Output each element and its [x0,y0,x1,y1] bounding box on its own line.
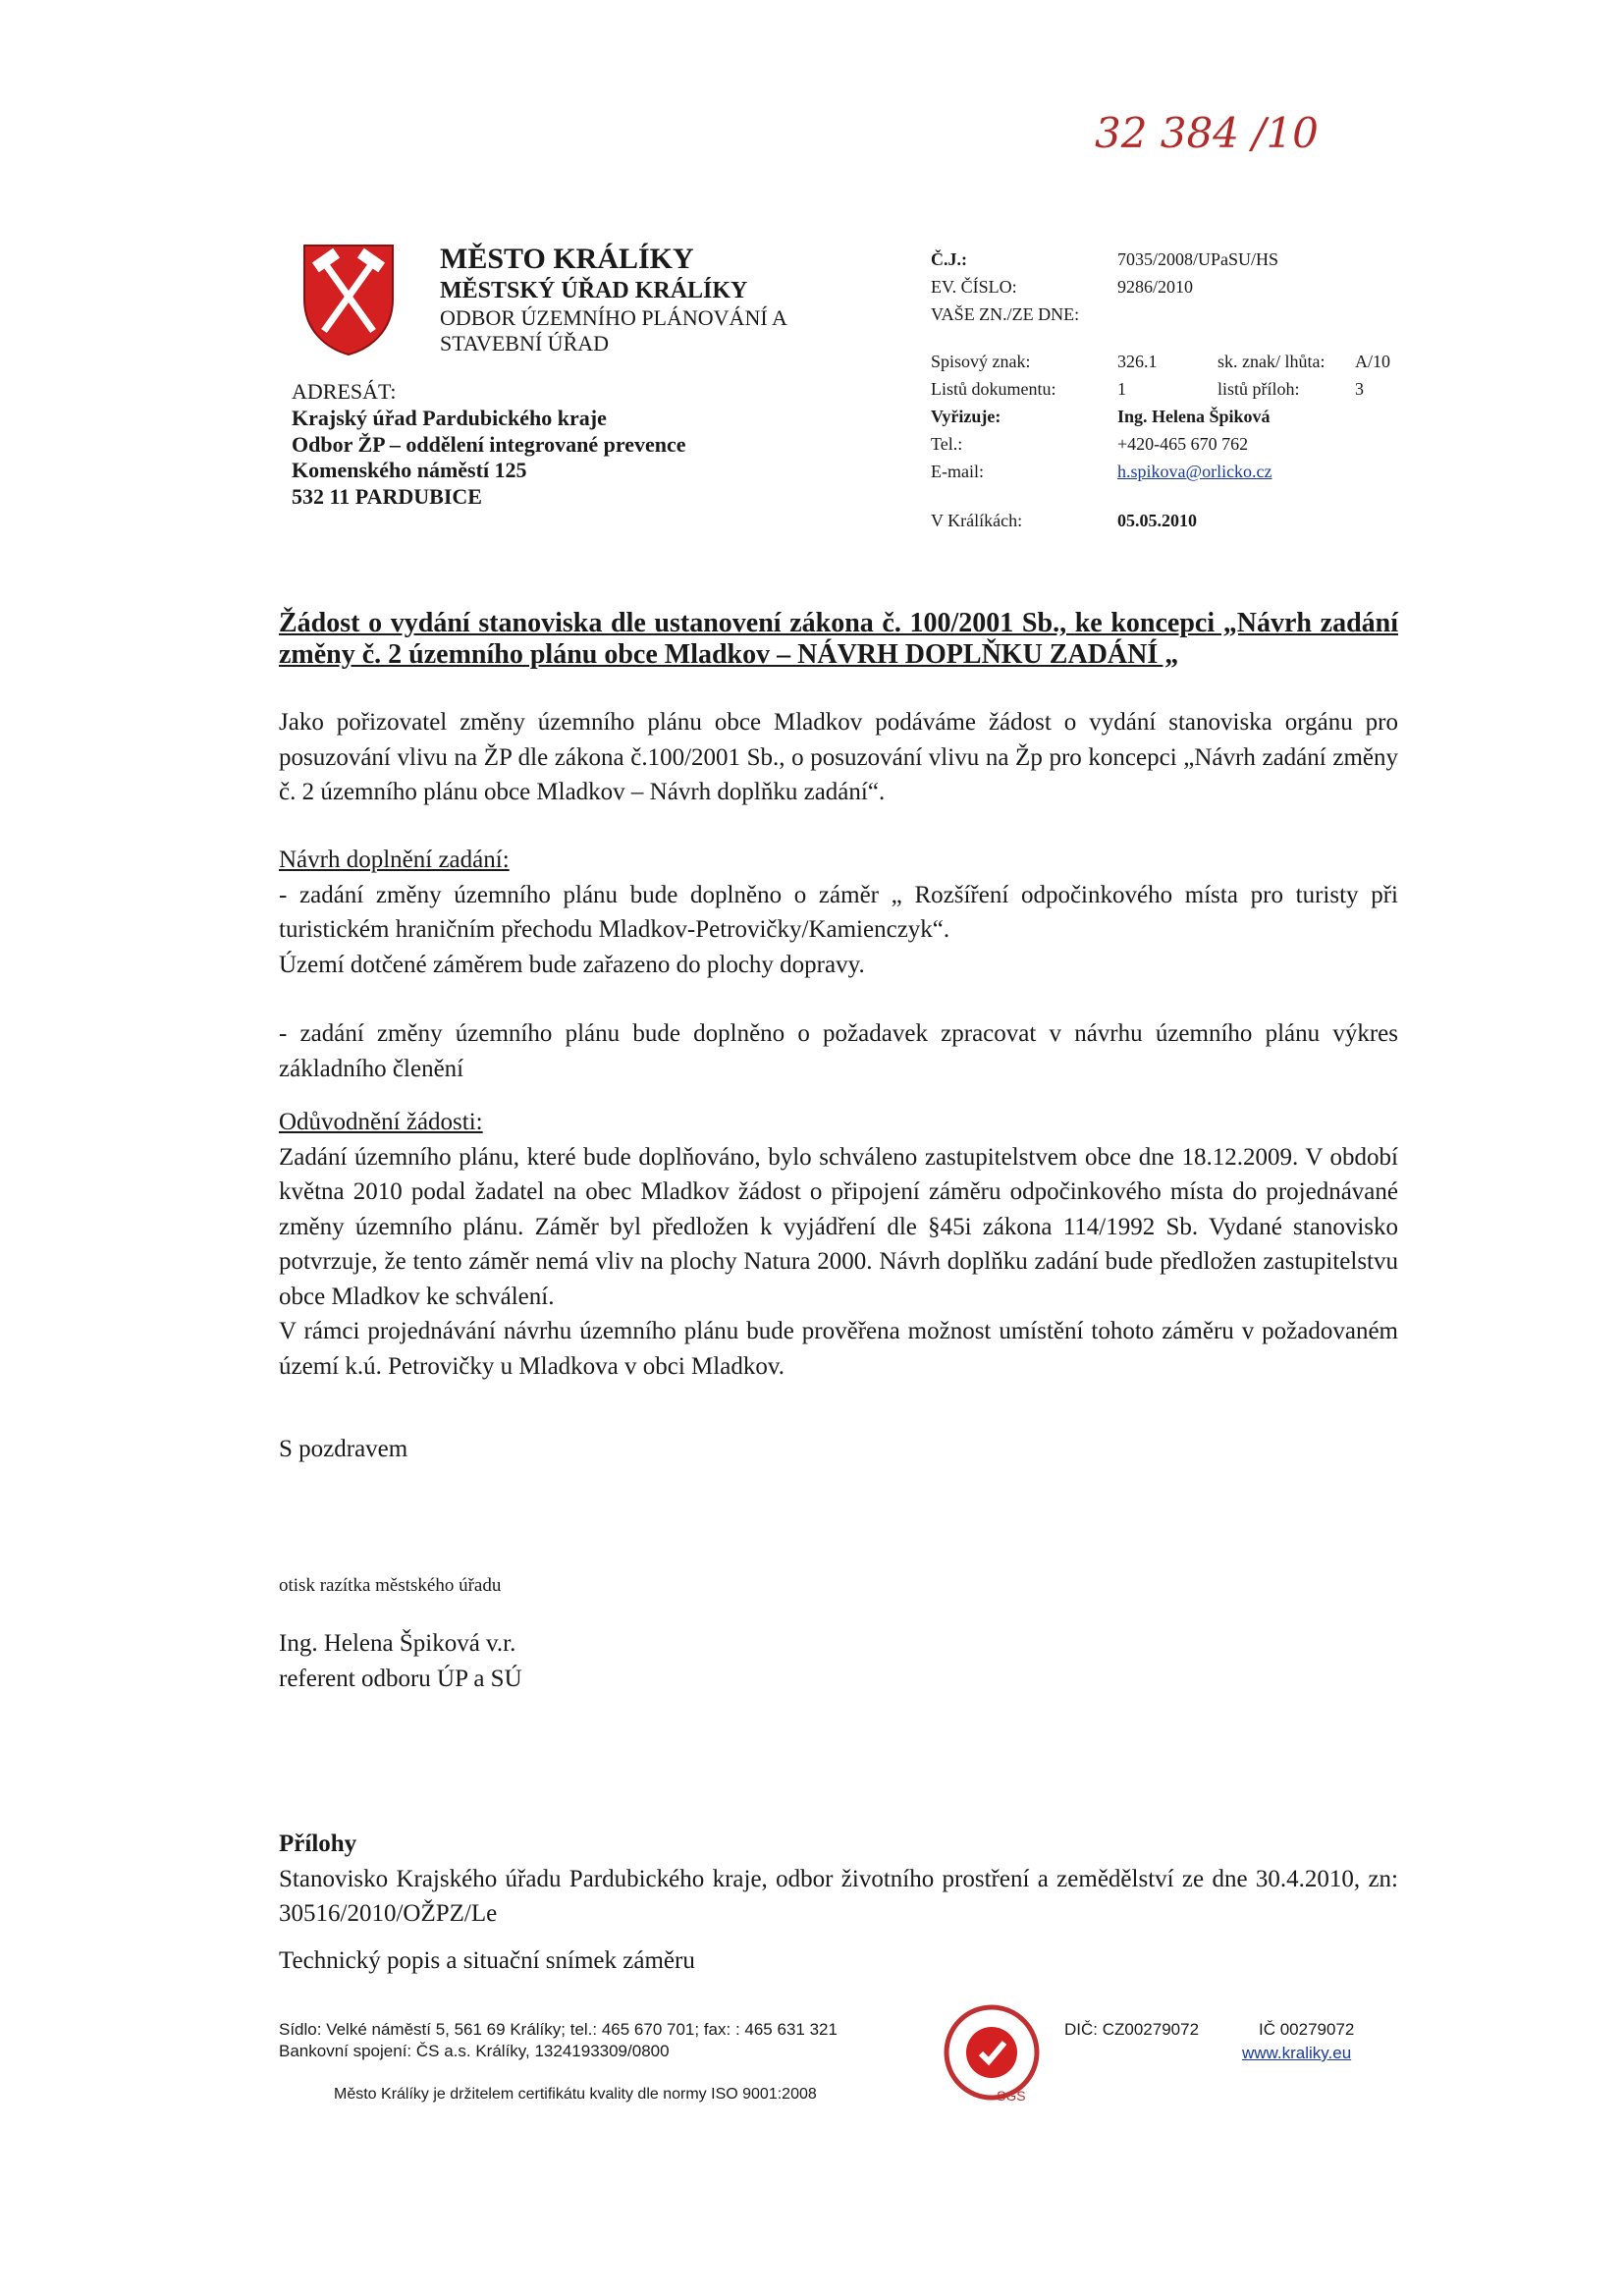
attachments-heading: Přílohy [279,1831,357,1857]
vyrizuje-value: Ing. Helena Špiková [1117,407,1271,426]
section1-paragraph2: Území dotčené záměrem bude zařazeno do plochy dopravy. [279,951,865,978]
email-label: E-mail: [931,462,984,481]
footer-contact [279,2019,838,2062]
addressee-line1: Krajský úřad Pardubického kraje [292,405,607,430]
handwritten-reference-number [1095,93,1448,172]
signature-role: referent odboru ÚP a SÚ [279,1665,522,1692]
tel-value: +420-465 670 762 [1117,434,1249,454]
addressee-line4: 532 11 PARDUBICE [292,484,482,510]
closing-greeting: S pozdravem [279,1436,408,1462]
footer-dic: DIČ: CZ00279072 [1064,2020,1200,2039]
listu-value: 1 [1117,379,1126,399]
stamp-note: otisk razítka městského úřadu [279,1575,502,1596]
signature-block [279,1626,1398,1696]
section1-heading: Návrh doplnění zadání: [279,847,510,873]
priloh-value: 3 [1355,379,1364,399]
date-value: 05.05.2010 [1117,511,1197,530]
vase-label: VAŠE ZN./ZE DNE: [931,304,1080,324]
tel-label: Tel.: [931,434,963,454]
addressee-label: ADRESÁT: [292,379,397,404]
org-name-line1: MĚSTO KRÁLÍKY [440,243,694,275]
footer-address: Sídlo: Velké náměstí 5, 561 69 Králíky; tel.: 465 670 701; fax: : 465 631 321 [279,2020,838,2039]
letter-subject: Žádost o vydání stanoviska dle ustanovení zákona č. 100/2001 Sb., ke koncepci „Návrh zadání změny č. 2 územního plánu obce Mladkov – NÁVRH DOPLŇKU ZADÁNÍ „ [279,608,1398,671]
attachment-item1: Stanovisko Krajského úřadu Pardubického kraje, odbor životního prostření a zemědělství ze dne 30.4.2010, zn: 30516/2010/OŽPZ/Le [279,1865,1398,1927]
priloh-label: listů příloh: [1217,379,1300,399]
addressee-block [292,379,686,511]
section2-paragraph2: V rámci projednávání návrhu územního plánu bude prověřena možnost umístění tohoto záměru v požadovaném území k.ú. Petrovičky u Mladkova v obci Mladkov. [279,1318,1398,1380]
org-name-line2: MĚSTSKÝ ÚŘAD KRÁLÍKY [440,278,748,303]
organization-header [440,242,787,357]
signature-name: Ing. Helena Špiková v.r. [279,1630,516,1657]
skznak-value: A/10 [1355,352,1390,371]
section2-heading: Odůvodnění žádosti: [279,1109,483,1135]
place-label: V Králíkách: [931,511,1023,530]
attachments-section [279,1827,1398,1978]
org-name-line4: STAVEBNÍ ÚŘAD [440,331,610,356]
vyrizuje-label: Vyřizuje: [931,407,1001,426]
org-name-line3: ODBOR ÚZEMNÍHO PLÁNOVÁNÍ A [440,304,787,330]
footer-bank: Bankovní spojení: ČS a.s. Králíky, 1324193309/0800 [279,2042,670,2061]
section1-spacer [279,982,1398,1016]
intro-paragraph: Jako pořizovatel změny územního plánu obce Mladkov podáváme žádost o vydání stanoviska orgánu pro posuzování vlivu na ŽP dle zákona č.100/2001 Sb., o posuzování vlivu na Žp pro koncepci „Návrh zadání změny č. 2 územního plánu obce Mladkov – Návrh doplňku zadání“. [279,709,1398,805]
handwritten-ref-text: 32 384 /10 [1095,109,1319,157]
addressee-line3: Komenského náměstí 125 [292,458,527,483]
spis-value: 326.1 [1117,352,1158,371]
ev-label: EV. ČÍSLO: [931,277,1017,297]
cj-value: 7035/2008/UPaSU/HS [1117,249,1279,269]
ev-value: 9286/2010 [1117,277,1194,297]
section1-paragraph3: - zadání změny územního plánu bude doplněno o požadavek zpracovat v návrhu územního plánu výkres základního členění [279,1020,1398,1082]
sgs-label: SGS [997,2088,1026,2104]
email-link[interactable]: h.spikova@orlicko.cz [1117,462,1272,481]
section-justification [279,1105,1398,1384]
attachment-item2: Technický popis a situační snímek záměru [279,1946,695,1974]
spis-label: Spisový znak: [931,352,1031,371]
footer-certificate-note: Město Králíky je držitelem certifikátu kvality dle normy ISO 9001:2008 [334,2086,817,2103]
town-coat-of-arms-logo [299,241,398,358]
footer-website-link[interactable]: www.kraliky.eu [1242,2044,1352,2062]
section1-paragraph1: - zadání změny územního plánu bude doplněno o záměr „ Rozšíření odpočinkového místa pro turisty při turistickém hraničním přechodu Mladkov-Petrovičky/Kamienczyk“. [279,881,1398,943]
addressee-line2: Odbor ŽP – oddělení integrované prevence [292,431,686,457]
sgs-certification-logo [938,1998,1046,2106]
skznak-label: sk. znak/ lhůta: [1217,352,1325,371]
listu-label: Listů dokumentu: [931,379,1056,399]
cj-label: Č.J.: [931,249,967,269]
section2-paragraph1: Zadání územního plánu, které bude doplňováno, bylo schváleno zastupitelstvem obce dne 18.12.2009. V období května 2010 podal žadatel na obec Mladkov žádost o připojení záměru odpočinkového místa do projednávané změny územního plánu. Záměr byl předložen k vyjádření dle §45i zákona 114/1992 Sb. Vydané stanovisko potvrzuje, že tento záměr nemá vliv na plochy Natura 2000. Návrh doplňku zadání bude předložen zastupitelstvu obce Mladkov ke schválení. [279,1143,1398,1310]
footer-ic: IČ 00279072 [1259,2020,1355,2039]
section-design-supplement [279,843,1398,1086]
